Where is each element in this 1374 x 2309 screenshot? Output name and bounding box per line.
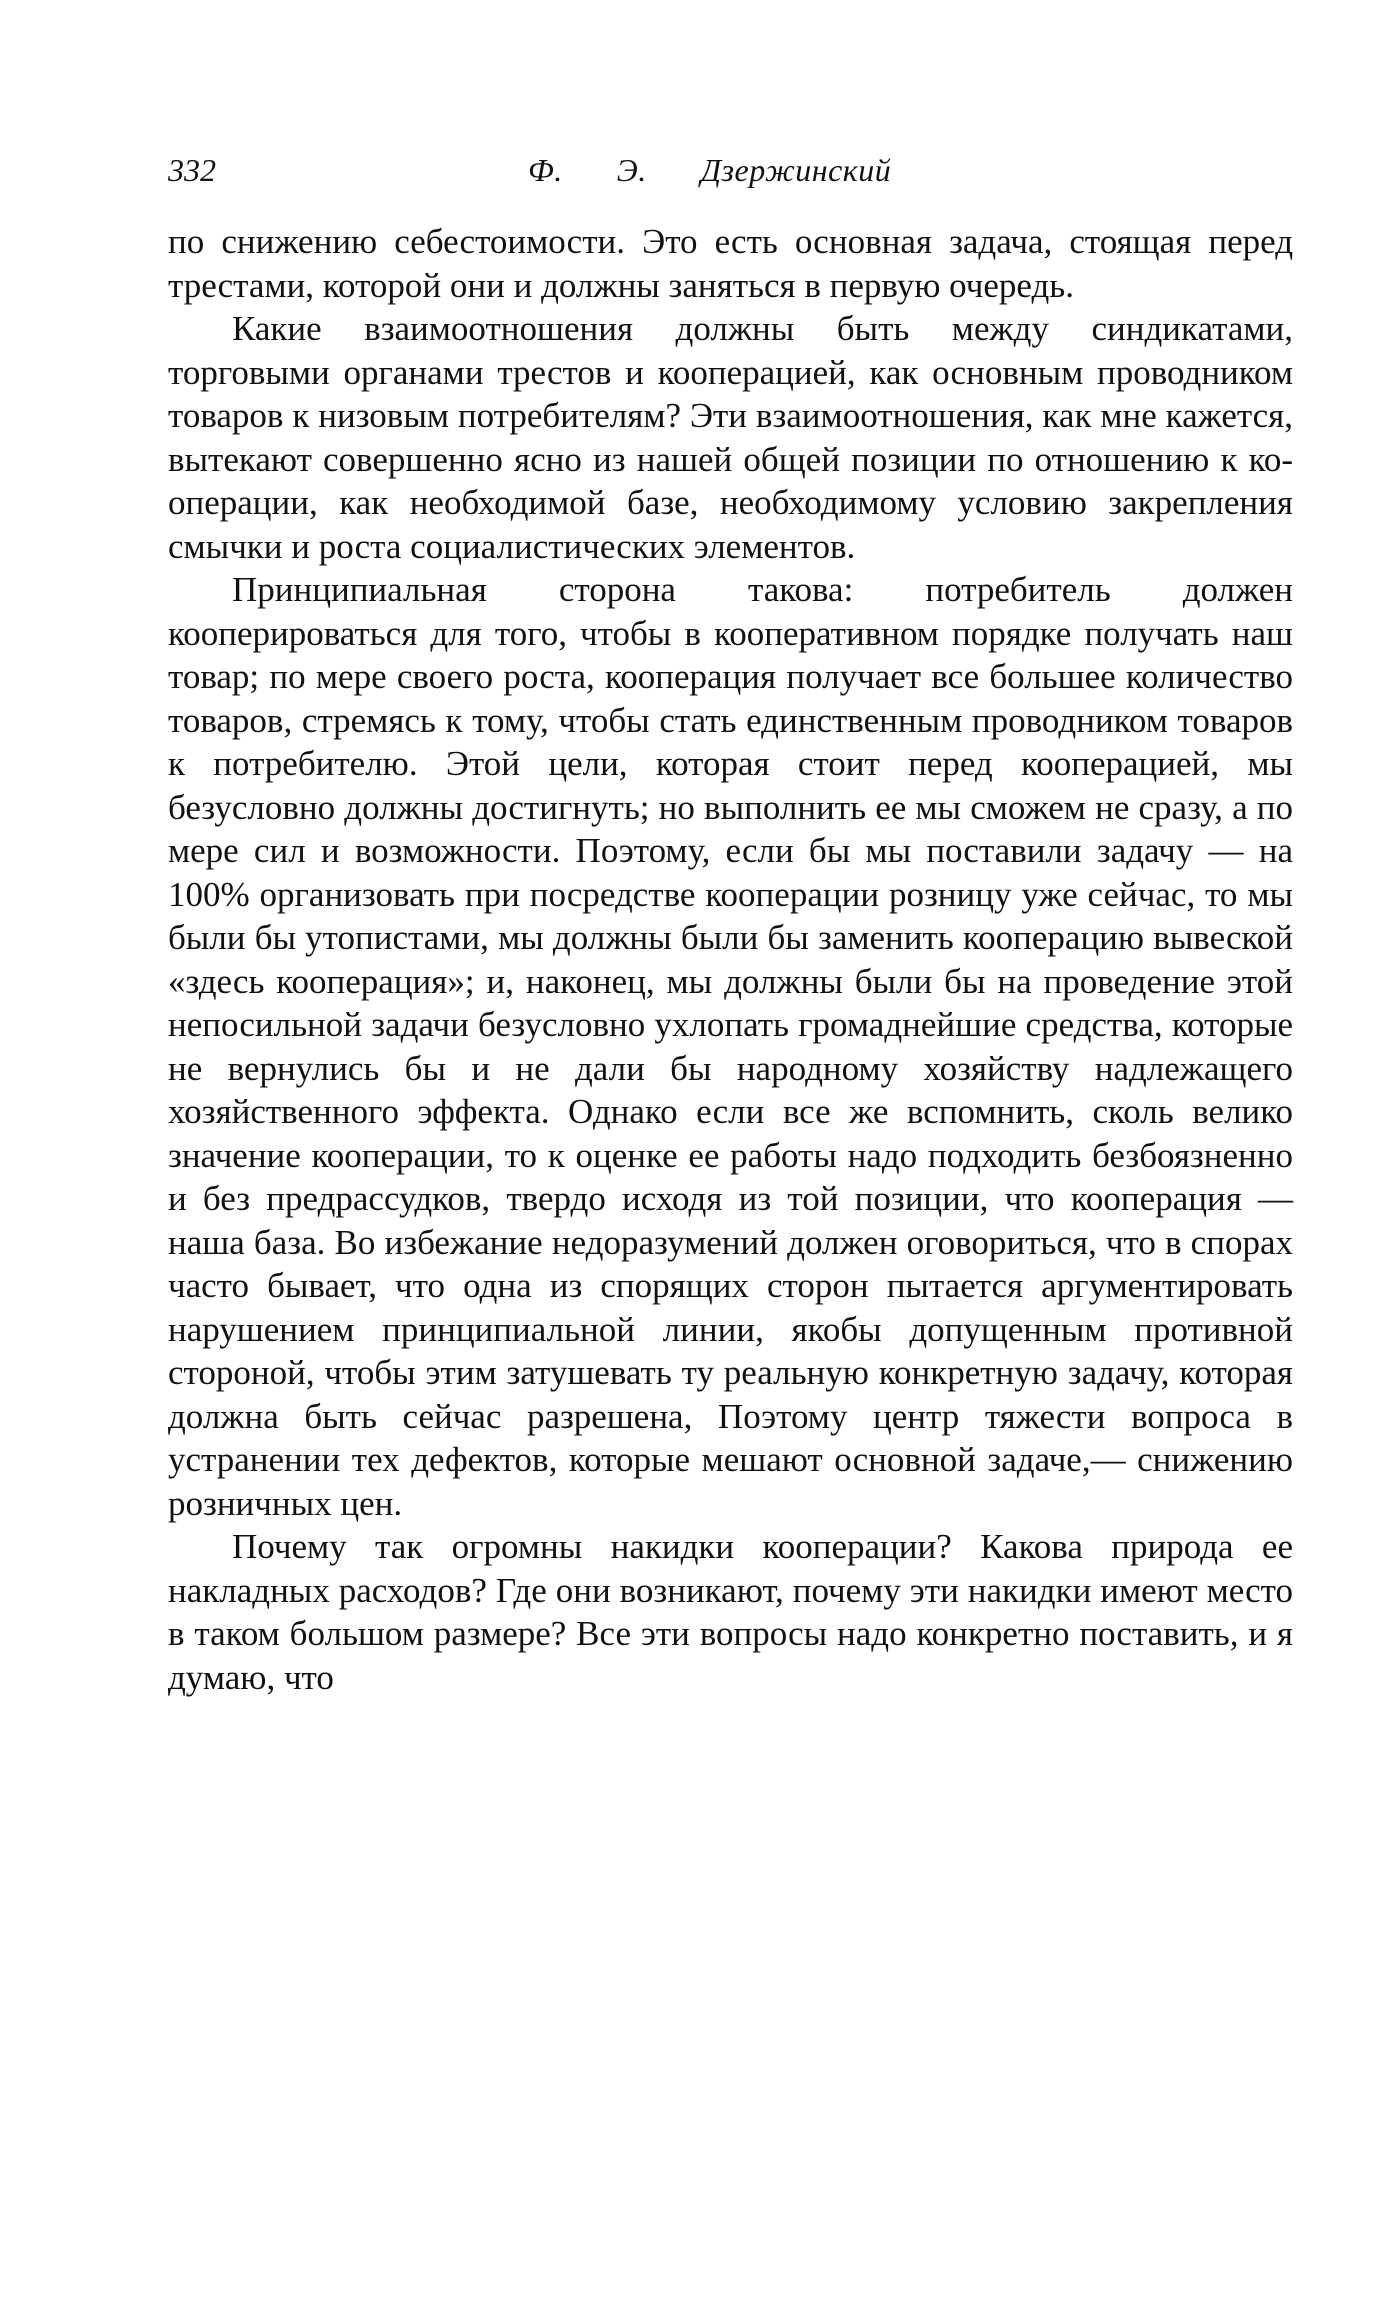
paragraph: Какие взаимоотношения должны быть между синдикатами, торговыми органами трестов и кооперацией, как основным проводником товаров к низовым потребителям? Эти взаимоотношения, как мне кажется, вытекают совершенно ясно из нашей общей позиции по отношению к кооперации, как необходимой базе, необходимому условию закрепления смычки и роста социалистических элементов. — [168, 309, 1293, 566]
paragraph: Принципиальная сторона такова: потребитель должен кооперироваться для того, чтобы в кооперативном порядке получать наш товар; по мере своего роста, кооперация получает все большее количество товаров, стремясь к тому, чтобы стать единственным проводником товаров к потребителю. Этой цели, которая стоит перед кооперацией, мы безусловно должны достигнуть; но выполнить ее мы сможем не сразу, а по мере сил и возможности. Поэтому, если бы мы поставили задачу — на 100% организовать при посредстве кооперации розницу уже сейчас, то мы были бы утопистами, мы должны были бы заменить кооперацию вывеской «здесь кооперация»; и, наконец, мы должны были бы на проведение этой непосильной задачи безусловно ухлопать громаднейшие средства, которые не вернулись бы и не дали бы народному хозяйству надлежащего хозяйственного эффекта. Однако если все же вспомнить, сколь велико значение кооперации, то к оценке ее работы надо подходить безбоязненно и без предрассудков, твердо исходя из той позиции, что кооперация — наша база. Во избежание недоразумений должен оговориться, что в спорах часто бывает, что одна из спорящих сторон пытается аргументировать нарушением принципиальной линии, якобы допущенным противной стороной, чтобы этим затушевать ту реальную конкретную задачу, которая должна быть сейчас разрешена, Поэтому центр тяжести вопроса в устранении тех дефектов, которые мешают основной задаче,— снижению розничных цен. — [168, 570, 1293, 1523]
book-page — [168, 140, 1293, 1699]
author-initial-second: Э. — [616, 152, 647, 188]
author-name — [528, 140, 891, 200]
body-text — [168, 220, 1293, 1699]
page-number: 332 — [168, 152, 216, 188]
running-head — [168, 140, 1293, 200]
paragraph-continued: по снижению себестоимости. Это есть основная задача, стоящая перед трестами, которой они и должны заняться в первую очередь. — [168, 222, 1293, 305]
author-surname: Дзержинский — [700, 152, 892, 188]
author-initial-first: Ф. — [528, 152, 563, 188]
paragraph: Почему так огромны накидки кооперации? Какова природа ее накладных расходов? Где они возникают, почему эти накидки имеют место в таком большом размере? Все эти вопросы надо конкретно поставить, и я думаю, что — [168, 1527, 1293, 1697]
